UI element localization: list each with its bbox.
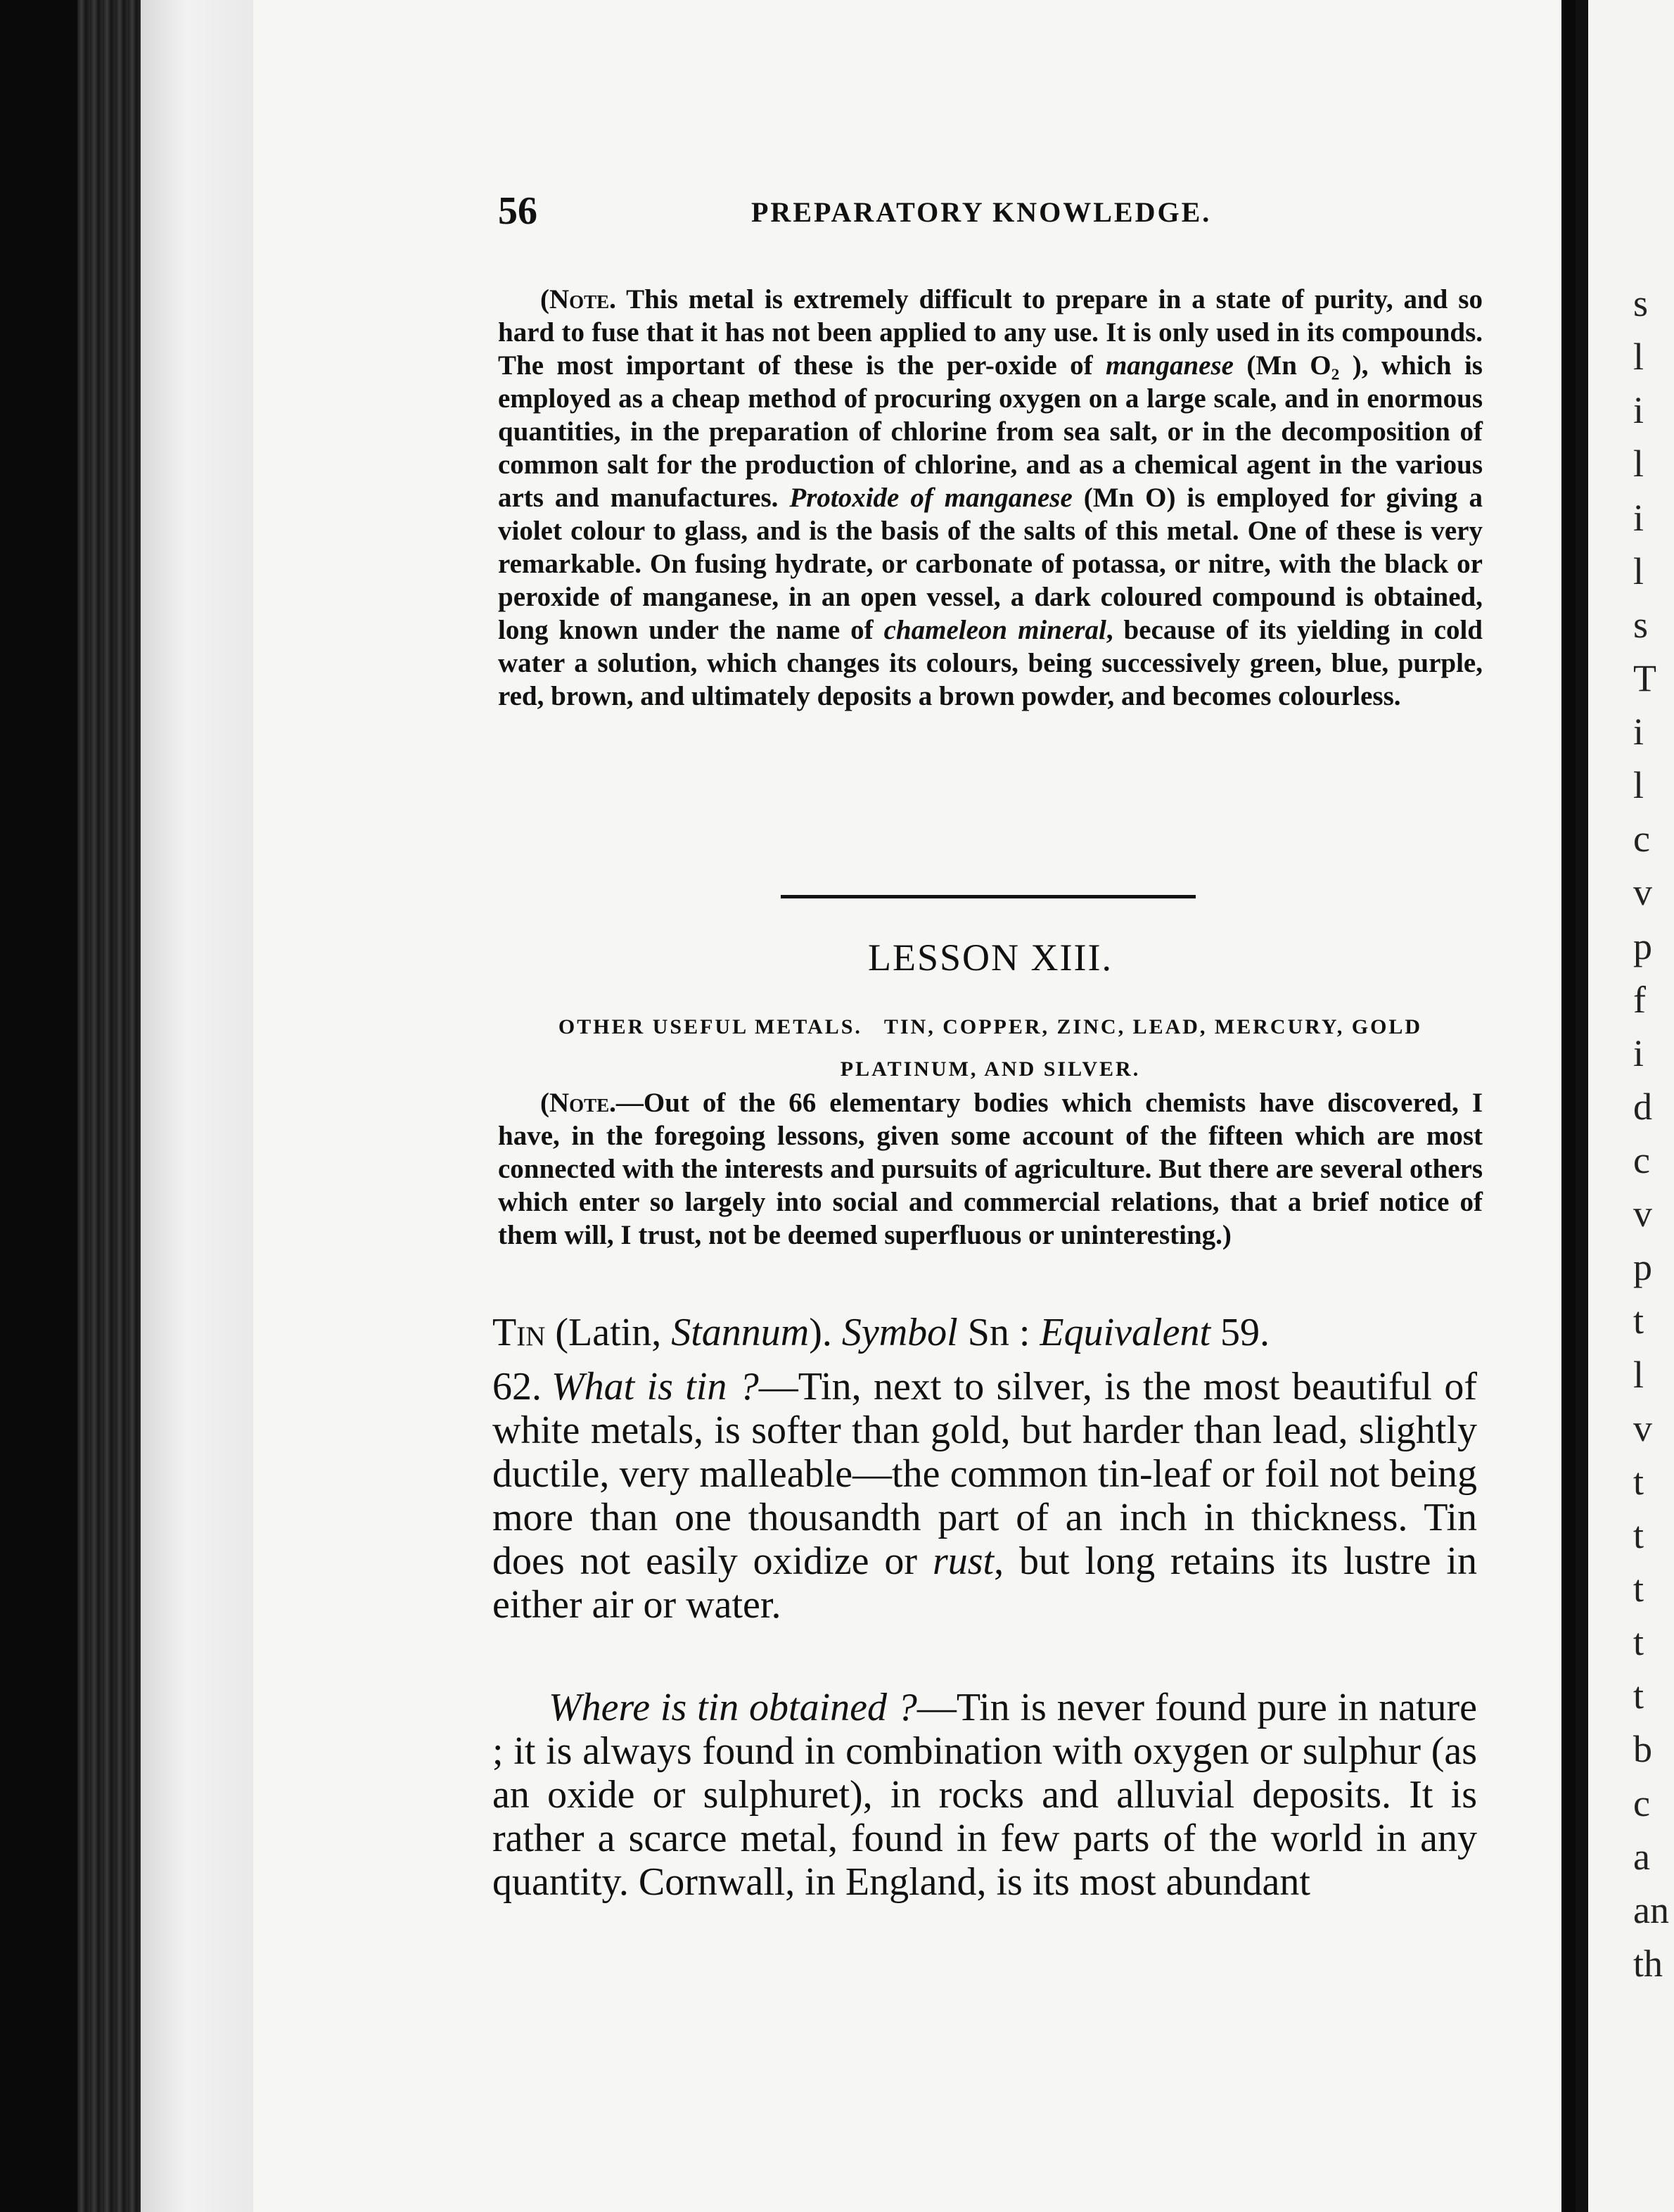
answer-emphasis: rust <box>932 1539 995 1583</box>
equivalent-value: 59. <box>1210 1311 1270 1354</box>
facing-page-fragment: l <box>1633 443 1644 485</box>
facing-page-fragment: p <box>1633 925 1652 967</box>
question-where <box>492 1686 1477 1904</box>
symbol-label: Symbol <box>841 1311 958 1354</box>
latin-name: Stannum <box>671 1311 810 1354</box>
note-manganese-part: , because of its yielding in cold water a solution, which changes its colours, being successively green, blue, purple, red, brown, and ultimately deposits a brown powder, and becomes colourless. <box>498 615 1483 711</box>
facing-page-fragment: l <box>1633 1354 1644 1396</box>
tin-heading <box>492 1310 1477 1355</box>
note-intro-text: —Out of the 66 elementary bodies which chemists have discovered, I have, in the foregoing lessons, given some account of the fifteen which are most connected with the interests and pursuits of agriculture. But there are several others which enter so largely into social and commercial relations, that a brief notice of them will, I trust, not be deemed superfluous or uninteresting.) <box>498 1088 1483 1250</box>
equivalent-label: Equivalent <box>1040 1311 1210 1354</box>
facing-page-fragment: s <box>1633 604 1649 646</box>
facing-page-fragment: t <box>1633 1568 1644 1610</box>
facing-page-fragment: i <box>1633 389 1644 431</box>
lesson-subtitle-line2: PLATINUM, AND SILVER. <box>840 1057 1141 1081</box>
facing-page-fragment: c <box>1633 818 1650 860</box>
facing-page-fragment: t <box>1633 1674 1644 1717</box>
note-manganese-part: Protoxide of manganese <box>789 483 1073 513</box>
facing-page-fragment: th <box>1633 1943 1663 1985</box>
page-number: 56 <box>498 189 537 233</box>
facing-page-fragment: T <box>1633 657 1656 699</box>
element-name: Tin <box>492 1311 546 1354</box>
facing-page-fragment: a <box>1633 1836 1650 1878</box>
note-manganese-part: chameleon mineral <box>883 615 1106 645</box>
answer-text-b: , but long retains its lustre in either air or water. <box>492 1539 1477 1627</box>
facing-page-fragment: l <box>1633 336 1644 378</box>
facing-page-fragment: i <box>1633 1032 1644 1074</box>
lesson-subtitle <box>498 1006 1483 1091</box>
running-head <box>498 189 1483 238</box>
facing-page-fragment: v <box>1633 1193 1652 1235</box>
lesson-subtitle-line1: OTHER USEFUL METALS. TIN, COPPER, ZINC, LEAD, MERCURY, GOLD <box>558 1015 1423 1038</box>
note-manganese-part: (Mn O) is employed for giving a violet colour to glass, and is the basis of the salts of this metal. One of these is very remarkable. On fusing hydrate, or carbonate of potassa, or nitre, with the black or peroxide of manganese, in an open vessel, a dark coloured compound is obtained, long known under the name of <box>498 483 1483 645</box>
symbol-value: Sn : <box>957 1311 1040 1354</box>
facing-page-fragment: v <box>1633 871 1652 913</box>
answer-text: —Tin is never found pure in nature ; it is always found in combination with oxygen or sulphur (as an oxide or sulphuret), in rocks and alluvial deposits. It is rather a scarce metal, found in few parts of the world in any quantity. Cornwall, in England, is its most abundant <box>492 1686 1478 1904</box>
facing-page-fragment: c <box>1633 1782 1650 1824</box>
latin-suffix: ). <box>809 1311 842 1354</box>
note-manganese-part: (Note. <box>540 284 616 314</box>
lesson-title: LESSON XIII. <box>868 936 1113 979</box>
facing-page-fragment: v <box>1633 1407 1652 1449</box>
question-text: What is tin ? <box>551 1365 759 1409</box>
note-manganese <box>498 283 1483 713</box>
latin-prefix: (Latin, <box>545 1311 672 1354</box>
facing-page-fragment: t <box>1633 1621 1644 1663</box>
page-edge-light <box>141 0 253 2212</box>
facing-page <box>1576 0 1674 2212</box>
facing-page-fragment: t <box>1633 1299 1644 1342</box>
note-manganese-part: manganese <box>1105 350 1234 381</box>
facing-page-fragment: i <box>1633 497 1644 539</box>
facing-page-fragment: f <box>1633 979 1646 1021</box>
facing-page-fragment: l <box>1633 550 1644 592</box>
facing-page-fragment: i <box>1633 711 1644 753</box>
section-rule <box>781 895 1196 898</box>
facing-page-fragment: s <box>1633 282 1649 324</box>
question-text: Where is tin obtained ? <box>549 1686 917 1729</box>
note-label: (Note. <box>540 1088 616 1118</box>
question-number: 62. <box>492 1365 542 1409</box>
note-intro <box>498 1086 1483 1252</box>
running-head-title: PREPARATORY KNOWLEDGE. <box>751 196 1212 228</box>
question-62 <box>492 1365 1477 1627</box>
note-manganese-part: This metal is extremely difficult to prepare in a state of purity, and so hard to fuse that it has not been applied to any use. It is only used in its compounds. The most important of these is the per-oxide of <box>498 284 1483 381</box>
facing-page-fragment: t <box>1633 1461 1644 1503</box>
facing-page-fragment: d <box>1633 1086 1652 1128</box>
facing-page-fragment: b <box>1633 1728 1652 1770</box>
facing-page-fragment: p <box>1633 1246 1652 1288</box>
answer-text-a: —Tin, next to silver, is the most beautiful of white metals, is softer than gold, but harder than lead, slightly ductile, very malleable—the common tin-leaf or foil not being more than one thousandth part of an inch in thickness. Tin does not easily oxidize or <box>492 1365 1477 1583</box>
facing-page-fragment: an <box>1633 1889 1669 1931</box>
facing-page-fragment: t <box>1633 1514 1644 1556</box>
facing-page-fragment: c <box>1633 1139 1650 1181</box>
facing-page-fragment: l <box>1633 764 1644 806</box>
note-manganese-part: (Mn O₂ ), which is employed as a cheap method of procuring oxygen on a large scale, and in enormous quantities, in the preparation of chlorine from sea salt, or in the decomposition of common salt for the production of chlorine, and as a chemical agent in the various arts and manufactures. <box>498 350 1483 513</box>
